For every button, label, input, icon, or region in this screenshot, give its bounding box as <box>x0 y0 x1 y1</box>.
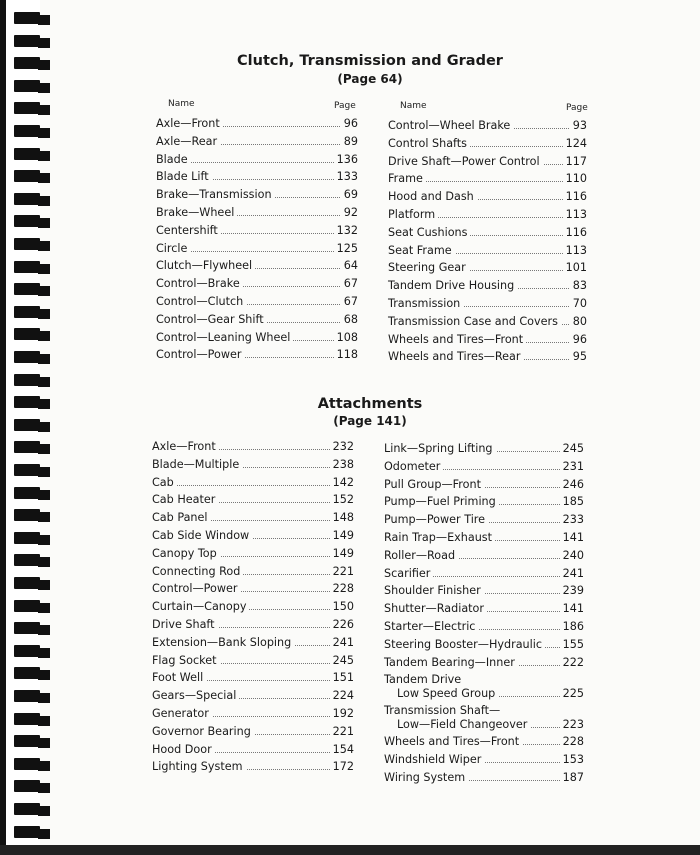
index-entry <box>152 458 354 476</box>
entry-name: Brake—Transmission <box>156 188 275 201</box>
binding-ring <box>14 803 40 815</box>
index-entry <box>152 689 354 707</box>
dot-leader <box>152 485 354 486</box>
entry-page: 221 <box>330 565 354 578</box>
entry-name: Cab Panel <box>152 511 211 524</box>
entry-name: Hood Door <box>152 743 215 756</box>
entry-page: 70 <box>570 297 587 310</box>
index-entry <box>156 295 358 313</box>
entry-page: 113 <box>563 244 587 257</box>
entry-page: 155 <box>560 638 584 651</box>
index-entry <box>152 529 354 547</box>
entry-page: 231 <box>560 460 584 473</box>
entry-page: 225 <box>560 687 584 700</box>
binding-ring <box>14 261 40 273</box>
index-entry <box>388 226 587 244</box>
entry-name: Windshield Wiper <box>384 753 484 766</box>
index-entry <box>152 565 354 583</box>
entry-name: Cab Heater <box>152 493 218 506</box>
index-entry <box>384 531 584 549</box>
col-header-page-left: Page <box>334 101 356 111</box>
binding-ring <box>14 600 40 612</box>
binding-ring <box>14 780 40 792</box>
entry-page: 185 <box>560 495 584 508</box>
binding-ring <box>14 758 40 770</box>
entry-name: Wheels and Tires—Front <box>388 333 526 346</box>
entry-page: 69 <box>341 188 358 201</box>
index-entry <box>384 549 584 567</box>
entry-page: 148 <box>330 511 354 524</box>
section2-right-column <box>384 442 584 789</box>
entry-name: Shutter—Radiator <box>384 602 487 615</box>
entry-page: 245 <box>330 654 354 667</box>
index-entry <box>388 350 587 368</box>
index-entry <box>156 331 358 349</box>
entry-page: 172 <box>330 760 354 773</box>
entry-page: 96 <box>570 333 587 346</box>
index-entry <box>152 725 354 743</box>
entry-name: Centershift <box>156 224 221 237</box>
section2-left-column <box>152 440 354 778</box>
entry-name: Seat Cushions <box>388 226 470 239</box>
index-entry <box>388 137 587 155</box>
entry-name: Pump—Fuel Priming <box>384 495 499 508</box>
entry-page: 89 <box>341 135 358 148</box>
entry-page: 233 <box>560 513 584 526</box>
col-header-name-right: Name <box>400 101 427 111</box>
index-entry <box>384 513 584 531</box>
entry-page: 93 <box>570 119 587 132</box>
entry-name: Roller—Road <box>384 549 458 562</box>
binding-ring <box>14 306 40 318</box>
index-entry <box>152 582 354 600</box>
index-entry <box>384 771 584 789</box>
entry-name: Control Shafts <box>388 137 470 150</box>
entry-name: Shoulder Finisher <box>384 584 484 597</box>
entry-page: 221 <box>330 725 354 738</box>
entry-name: Pull Group—Front <box>384 478 484 491</box>
entry-name: Odometer <box>384 460 443 473</box>
index-entry <box>384 753 584 771</box>
index-entry <box>152 671 354 689</box>
index-entry <box>156 117 358 135</box>
binding-ring <box>14 690 40 702</box>
binding-ring <box>14 351 40 363</box>
entry-name: Platform <box>388 208 438 221</box>
binding-ring <box>14 35 40 47</box>
entry-name: Generator <box>152 707 212 720</box>
entry-name: Steering Booster—Hydraulic <box>384 638 545 651</box>
entry-page: 153 <box>560 753 584 766</box>
entry-name: Blade <box>156 153 191 166</box>
index-entry <box>152 600 354 618</box>
section1-right-column <box>388 119 587 368</box>
entry-name: Scarifier <box>384 567 433 580</box>
index-entry <box>156 188 358 206</box>
index-entry <box>388 208 587 226</box>
entry-page: 117 <box>563 155 587 168</box>
binding-ring <box>14 509 40 521</box>
binding-ring <box>14 645 40 657</box>
entry-page: 136 <box>334 153 358 166</box>
entry-name: Brake—Wheel <box>156 206 237 219</box>
section1-page-ref: (Page 64) <box>337 72 403 86</box>
index-entry <box>384 602 584 620</box>
index-entry <box>388 333 587 351</box>
index-entry <box>156 259 358 277</box>
entry-name: Rain Trap—Exhaust <box>384 531 495 544</box>
entry-name: Cab <box>152 476 177 489</box>
binding-ring <box>14 667 40 679</box>
entry-name: Axle—Front <box>156 117 223 130</box>
index-entry <box>384 735 584 753</box>
index-entry <box>388 297 587 315</box>
binding-ring <box>14 102 40 114</box>
entry-name: Tandem Bearing—Inner <box>384 656 518 669</box>
index-entry <box>156 242 358 260</box>
entry-page: 67 <box>341 277 358 290</box>
index-entry <box>388 315 587 333</box>
entry-name: Canopy Top <box>152 547 220 560</box>
index-entry <box>152 618 354 636</box>
entry-page: 228 <box>330 582 354 595</box>
index-entry <box>388 190 587 208</box>
entry-page: 240 <box>560 549 584 562</box>
index-entry <box>152 636 354 654</box>
entry-page: 101 <box>563 261 587 274</box>
index-entry <box>384 495 584 513</box>
entry-name: Wheels and Tires—Front <box>384 735 522 748</box>
entry-page: 141 <box>560 602 584 615</box>
entry-page: 149 <box>330 547 354 560</box>
binding-ring <box>14 532 40 544</box>
entry-name: Blade—Multiple <box>152 458 242 471</box>
entry-name: Foot Well <box>152 671 206 684</box>
entry-page: 152 <box>330 493 354 506</box>
entry-page: 192 <box>330 707 354 720</box>
entry-page: 92 <box>341 206 358 219</box>
entry-name: Connecting Rod <box>152 565 243 578</box>
entry-page: 245 <box>560 442 584 455</box>
index-entry <box>156 206 358 224</box>
entry-name: Tandem Drive Housing <box>388 279 517 292</box>
entry-page: 125 <box>334 242 358 255</box>
index-entry <box>384 656 584 674</box>
entry-page: 67 <box>341 295 358 308</box>
index-entry <box>384 584 584 602</box>
binding-ring <box>14 826 40 838</box>
binding-ring <box>14 170 40 182</box>
entry-page: 80 <box>570 315 587 328</box>
entry-page: 228 <box>560 735 584 748</box>
section1-left-column <box>156 117 358 366</box>
entry-page: 246 <box>560 478 584 491</box>
index-entry <box>152 511 354 529</box>
entry-page: 116 <box>563 226 587 239</box>
index-entry <box>156 135 358 153</box>
col-header-page-right: Page <box>566 103 588 113</box>
index-entry <box>384 478 584 496</box>
entry-page: 96 <box>341 117 358 130</box>
index-entry <box>152 654 354 672</box>
entry-page: 151 <box>330 671 354 684</box>
binding-ring <box>14 12 40 24</box>
entry-page: 150 <box>330 600 354 613</box>
entry-name: Control—Leaning Wheel <box>156 331 293 344</box>
binding-ring <box>14 622 40 634</box>
index-entry <box>384 673 584 704</box>
index-entry <box>388 244 587 262</box>
index-entry <box>388 172 587 190</box>
entry-name: Clutch—Flywheel <box>156 259 255 272</box>
entry-page: 226 <box>330 618 354 631</box>
entry-page: 124 <box>563 137 587 150</box>
binding-ring <box>14 735 40 747</box>
entry-name: Cab Side Window <box>152 529 252 542</box>
entry-name: Control—Gear Shift <box>156 313 267 326</box>
entry-page: 118 <box>334 348 358 361</box>
entry-name: Hood and Dash <box>388 190 477 203</box>
entry-page: 110 <box>563 172 587 185</box>
index-entry <box>152 547 354 565</box>
entry-page: 133 <box>334 170 358 183</box>
entry-page: 224 <box>330 689 354 702</box>
entry-page: 222 <box>560 656 584 669</box>
entry-name: Seat Frame <box>388 244 455 257</box>
index-entry <box>384 620 584 638</box>
entry-page: 154 <box>330 743 354 756</box>
entry-page: 116 <box>563 190 587 203</box>
col-header-name-left: Name <box>168 99 195 109</box>
index-entry <box>156 348 358 366</box>
index-entry <box>388 119 587 137</box>
binding-ring <box>14 713 40 725</box>
binding-ring <box>14 441 40 453</box>
binding-ring <box>14 125 40 137</box>
entry-name: Drive Shaft—Power Control <box>388 155 543 168</box>
entry-name: Wiring System <box>384 771 468 784</box>
entry-name: Drive Shaft <box>152 618 218 631</box>
entry-name: Control—Power <box>156 348 244 361</box>
entry-name: Starter—Electric <box>384 620 478 633</box>
index-entry <box>152 493 354 511</box>
entry-name: Wheels and Tires—Rear <box>388 350 523 363</box>
index-entry <box>152 440 354 458</box>
index-entry <box>384 442 584 460</box>
entry-page: 68 <box>341 313 358 326</box>
entry-page: 187 <box>560 771 584 784</box>
entry-name: Gears—Special <box>152 689 239 702</box>
binding-ring <box>14 238 40 250</box>
index-entry <box>388 155 587 173</box>
index-entry <box>156 153 358 171</box>
entry-name: Tandem Drive Low Speed Group <box>384 673 498 701</box>
entry-page: 83 <box>570 279 587 292</box>
section2-title: Attachments <box>317 396 423 412</box>
binding-ring <box>14 193 40 205</box>
index-entry <box>152 476 354 494</box>
entry-page: 64 <box>341 259 358 272</box>
entry-name: Curtain—Canopy <box>152 600 249 613</box>
entry-page: 241 <box>560 567 584 580</box>
entry-name: Control—Power <box>152 582 240 595</box>
entry-page: 113 <box>563 208 587 221</box>
entry-page: 141 <box>560 531 584 544</box>
entry-page: 149 <box>330 529 354 542</box>
entry-page: 108 <box>334 331 358 344</box>
index-entry <box>388 261 587 279</box>
entry-name: Transmission Case and Covers <box>388 315 561 328</box>
entry-page: 223 <box>560 718 584 731</box>
entry-page: 132 <box>334 224 358 237</box>
entry-name: Frame <box>388 172 426 185</box>
entry-page: 95 <box>570 350 587 363</box>
index-entry <box>384 460 584 478</box>
page-bottom-edge <box>0 845 700 855</box>
binding-ring <box>14 148 40 160</box>
binding-ring <box>14 487 40 499</box>
section1-title: Clutch, Transmission and Grader <box>237 53 503 69</box>
entry-name: Link—Spring Lifting <box>384 442 496 455</box>
entry-name: Control—Wheel Brake <box>388 119 513 132</box>
entry-name: Pump—Power Tire <box>384 513 488 526</box>
entry-page: 241 <box>330 636 354 649</box>
entry-name: Transmission Shaft— Low—Field Changeover <box>384 704 530 732</box>
entry-page: 186 <box>560 620 584 633</box>
entry-page: 142 <box>330 476 354 489</box>
entry-name: Governor Bearing <box>152 725 254 738</box>
binding-ring <box>14 215 40 227</box>
entry-name: Circle <box>156 242 190 255</box>
entry-name: Axle—Rear <box>156 135 220 148</box>
index-entry <box>152 760 354 778</box>
binding-ring <box>14 374 40 386</box>
index-entry <box>152 743 354 761</box>
binding-ring <box>14 464 40 476</box>
index-entry <box>384 704 584 735</box>
entry-name: Flag Socket <box>152 654 220 667</box>
entry-name: Extension—Bank Sloping <box>152 636 294 649</box>
index-entry <box>156 313 358 331</box>
entry-name: Control—Brake <box>156 277 243 290</box>
entry-page: 232 <box>330 440 354 453</box>
entry-page: 239 <box>560 584 584 597</box>
index-entry <box>384 638 584 656</box>
index-entry <box>156 170 358 188</box>
index-entry <box>388 279 587 297</box>
binding-ring <box>14 328 40 340</box>
entry-name: Control—Clutch <box>156 295 246 308</box>
entry-name: Steering Gear <box>388 261 469 274</box>
entry-name: Lighting System <box>152 760 246 773</box>
binding-ring <box>14 283 40 295</box>
entry-name: Axle—Front <box>152 440 219 453</box>
index-entry <box>156 277 358 295</box>
entry-page: 238 <box>330 458 354 471</box>
index-entry <box>384 567 584 585</box>
section2-page-ref: (Page 141) <box>333 414 407 428</box>
entry-name: Blade Lift <box>156 170 212 183</box>
binding-ring <box>14 554 40 566</box>
binding-ring <box>14 577 40 589</box>
index-entry <box>152 707 354 725</box>
index-entry <box>156 224 358 242</box>
entry-name: Transmission <box>388 297 463 310</box>
